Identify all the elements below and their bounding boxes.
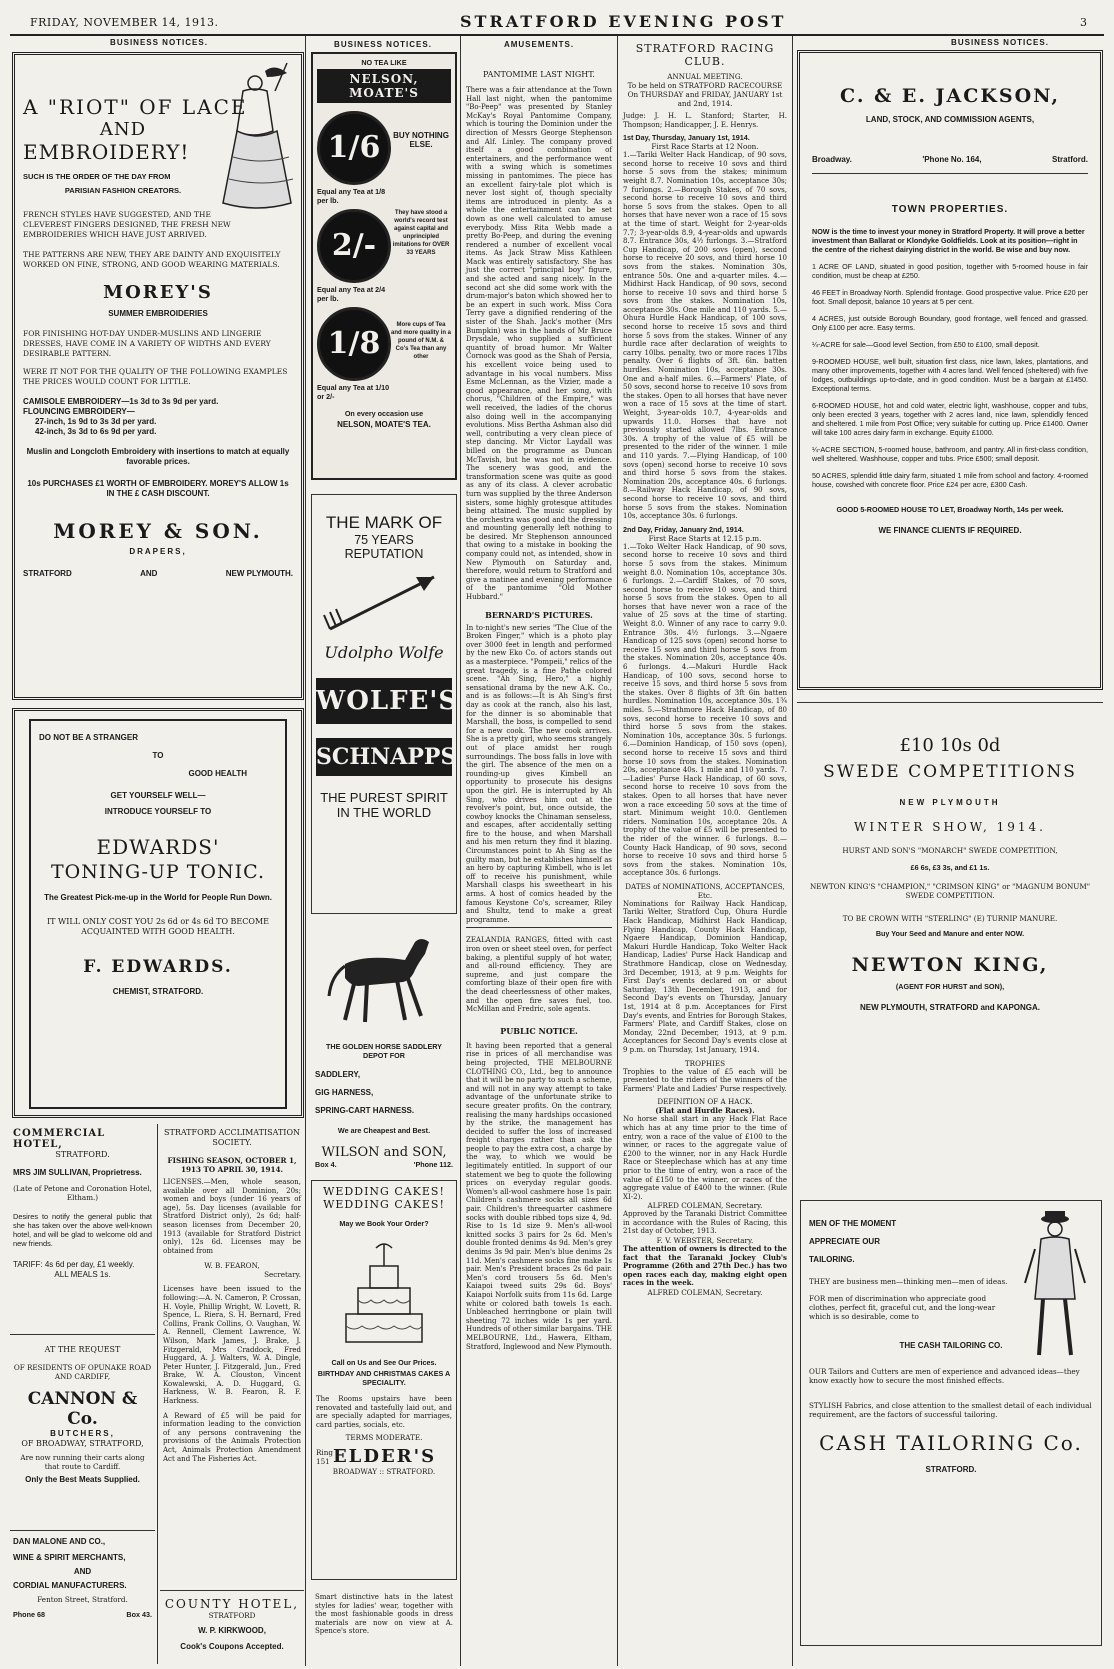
section-header: AMUSEMENTS. <box>503 40 575 49</box>
page-number: 3 <box>1080 16 1087 29</box>
edwards-product: TONING-UP TONIC. <box>50 861 266 883</box>
racing-held: To be held on STRATFORD RACECOURSE On THURSDAY and FRIDAY, JANUARY 1st and 2nd, 1914. <box>627 81 783 108</box>
tea-price-3: 1/8 <box>317 307 391 381</box>
hotel-tariff: TARIFF: 4s 6d per day, £1 weekly. <box>13 1260 135 1269</box>
morey-loc1: STRATFORD <box>23 569 72 578</box>
column-rule <box>157 1124 158 1664</box>
jackson-firm: C. & E. JACKSON, <box>840 85 1060 107</box>
hotel-ad <box>10 1126 155 1326</box>
edwards-l4: GET YOURSELF WELL— <box>110 791 206 800</box>
tailor-p2: FOR men of discrimination who appreciate good clothes, perfect fit, graceful cut, and the long-wear which is so desirable, come to <box>809 1294 996 1321</box>
wolfe-tag1: THE PUREST SPIRIT <box>320 790 448 805</box>
pictures-title: BERNARD'S PICTURES. <box>485 609 593 620</box>
saddlery-item2: GIG HARNESS, <box>315 1088 374 1097</box>
malone-and: AND <box>73 1567 92 1576</box>
cakes-body: The Rooms upstairs have been renovated and tastefully laid out, and are specially adapted for marriages, card parties, socials, etc. <box>316 1395 452 1429</box>
column-rule <box>460 36 461 1666</box>
hotel-town: STRATFORD. <box>55 1150 110 1159</box>
racing-day1: 1st Day, Thursday, January 1st, 1914. <box>623 133 750 143</box>
racing-body3: Nominations for Railway Hack Handicap, Tariki Welter, Stratford Cup, Ohura Hurdle Hack Handicap, Midhirst Hack Handicap, Flying Handicap, County Hack Handicap, Ngaere Handicap, Dominion Handicap, Makuri Hurdle Handicap, Toko Welter Hack Handicap, Ladies' Purse Hack Handicap and Strathmore Handicap, close on Wednesday, 3rd December, 1913, at 9 p.m. Weights for First Day's events declared on or about Saturday, 13th December, 1913, and for Second Day's events on Thursday, January 1st, 1914 at 8 p.m. Acceptances for First Day's events, and Entries for Borough Stakes, Farmers' Plate, and Cardiff Stakes, close on Monday, 22nd December, 1913, at 9 p.m. Acceptances for Second Day's events close at 9 p.m. on Thursday, 1st January, 1914. <box>623 899 787 1054</box>
wolfe-name: WOLFE'S <box>316 678 452 724</box>
edwards-cost: IT WILL ONLY COST YOU 2s 6d or 4s 6d TO BECOME ACQUAINTED WITH GOOD HEALTH. <box>47 917 269 936</box>
jackson-town: Stratford. <box>1052 155 1088 164</box>
saddlery-box: Box 4. <box>315 1160 337 1169</box>
accl-season: FISHING SEASON, OCTOBER 1, 1913 TO APRIL 30, 1914. <box>167 1156 297 1174</box>
cakes-firm: ELDER'S <box>332 1446 437 1468</box>
saddlery-ad <box>311 920 457 1175</box>
tea-side-3: More cups of Tea and more quality in a pound of N.M. & Co's Tea than any other <box>391 322 452 360</box>
wolfe-schnapps-ad <box>311 494 457 914</box>
lady-figure-illustration <box>215 61 295 211</box>
wolfe-tag2: IN THE WORLD <box>336 805 432 820</box>
property-listing: 4 ACRES, just outside Borough Boundary, good frontage, well fenced and grassed. Only £100 per acre. Easy terms. <box>812 314 1088 332</box>
morey-p1: FRENCH STYLES HAVE SUGGESTED, AND THE CLEVEREST FINGERS DESIGNED, THE FRESH NEW EMBROIDERIES WHICH HAVE JUST ARRIVED. <box>23 210 231 239</box>
edwards-l2: TO <box>152 751 164 760</box>
swede-show: WINTER SHOW, 1914. <box>854 820 1046 834</box>
morey-p2: THE PATTERNS ARE NEW, THEY ARE DAINTY AND EXQUISITELY WORKED ON FINE, STRONG, AND GOOD WEARING MATERIALS. <box>23 250 281 269</box>
swede-comp2: NEWTON KING'S "CHAMPION," "CRIMSON KING" or "MAGNUM BONUM" SWEDE COMPETITION. <box>809 882 1091 900</box>
tea-row-2 <box>317 209 451 283</box>
morey-headline-and: AND <box>99 119 147 140</box>
morey-p4: WERE IT NOT FOR THE QUALITY OF THE FOLLOWING EXAMPLES THE PRICES WOULD COUNT FOR LITTLE. <box>23 367 288 386</box>
racing-def: DEFINITION OF A HACK. <box>657 1097 753 1107</box>
masthead-title: STRATFORD EVENING POST <box>460 12 787 31</box>
horse-illustration <box>315 924 451 1034</box>
cannon-body: Are now running their carts along that route to Cardiff. <box>20 1453 145 1471</box>
jackson-good: GOOD 5-ROOMED HOUSE TO LET, Broadway North, 14s per week. <box>836 505 1064 514</box>
property-listing: 50 ACRES, splendid little dairy farm, situated 1 mile from school and factory. 4-roomed house, cowshed with concrete floor. Price £24 per acre, £300 Cash. <box>812 471 1088 489</box>
tailor-p4: STYLISH Fabrics, and close attention to the smallest detail of each individual requirement, are the factors of successful tailoring. <box>809 1401 1092 1419</box>
saddlery-firm: WILSON and SON, <box>321 1145 447 1160</box>
tea-price-2: 2/- <box>317 209 391 283</box>
tailor-p1: THEY are business men—thinking men—men of ideas. <box>809 1277 1008 1286</box>
swede-prize: £10 10s 0d <box>899 735 1001 756</box>
hotel-prop: MRS JIM SULLIVAN, Proprietress. <box>13 1168 142 1177</box>
racing-title: STRATFORD RACING CLUB. <box>635 42 775 68</box>
morey-brand: MOREY'S <box>103 282 213 303</box>
jackson-finance: WE FINANCE CLIENTS IF REQUIRED. <box>878 526 1022 535</box>
wolfe-product: SCHNAPPS <box>316 738 452 776</box>
county-title: COUNTY HOTEL, <box>164 1597 300 1611</box>
swede-title: SWEDE COMPETITIONS <box>823 762 1077 782</box>
county-tag: Cook's Coupons Accepted. <box>180 1642 284 1651</box>
saddlery-title: THE GOLDEN HORSE SADDLERY DEPOT FOR <box>326 1042 442 1060</box>
racing-sec1: ALFRED COLEMAN, Secretary. <box>647 1201 763 1211</box>
racing-day2-start: First Race Starts at 12.15 p.m. <box>648 533 762 543</box>
tea-occasion: On every occasion use <box>344 409 424 418</box>
nelson-moate-tea-ad <box>311 52 457 480</box>
cakes-ask: May we Book Your Order? <box>339 1219 429 1228</box>
wolfe-signature: Udolpho Wolfe <box>324 643 444 662</box>
saddlery-contacts <box>315 1160 453 1169</box>
morey-brand-sub: SUMMER EMBROIDERIES <box>108 309 208 318</box>
morey-locations <box>23 569 293 579</box>
morey-p3: FOR FINISHING HOT-DAY UNDER-MUSLINS AND LINGERIE DRESSES, HAVE COME IN A VARIETY OF WIDTHS AND EVERY DESIRABLE PATTERN. <box>23 329 271 358</box>
swede-locs: NEW PLYMOUTH, STRATFORD and KAPONGA. <box>860 1003 1040 1012</box>
morey-firm: MOREY & SON. <box>53 519 263 543</box>
tea-no: NO TEA LIKE <box>361 58 407 67</box>
property-listing: 6-ROOMED HOUSE, hot and cold water, electric light, washhouse, copper and tubs, only been erected 3 years, together with 2 acres land, nice lawn, splendidly fenced and sheltered. 1 mile from Post Office; very suitable for cutting up. Price £1400. Owner will take 100 acres dairy farm in exchange. Equity £1000. <box>812 401 1088 437</box>
morey-loc2: NEW PLYMOUTH. <box>225 569 293 578</box>
morey-p5: Muslin and Longcloth Embroidery with insertions to match at equally favorable prices. <box>26 447 290 466</box>
zealandia-notice: ZEALANDIA RANGES, fitted with cast iron oven or sheet steel oven, for perfect baking, a plentiful supply of hot water, and all-round efficiency. They are supreme, and just compare the comforting blaze of their open fire with the dead cheerlessness of other makes, and the open fire saves fuel, too. McMillan and Fredric, sole agents. <box>466 936 612 1014</box>
property-listing: ¼-ACRE for sale—Good level Section, from £50 to £100, small deposit. <box>812 340 1040 349</box>
morey-sub2: PARISIAN FASHION CREATORS. <box>64 186 182 195</box>
hotel-body: Desires to notify the general public that she has taken over the above well-known hotel, and will be glad to welcome old and new friends. <box>13 1212 152 1248</box>
edwards-firm: F. EDWARDS. <box>83 957 233 977</box>
saddlery-tag: We are Cheapest and Best. <box>337 1126 431 1135</box>
racing-day1-start: First Race Starts at 12 Noon. <box>651 142 759 152</box>
swede-buy: Buy Your Seed and Manure and enter NOW. <box>875 929 1025 938</box>
spence-hats-notice: Smart distinctive hats in the latest styles for ladies' wear, together with the most fashionable goods in dress materials are now on view at A. Spence's store. <box>315 1593 453 1636</box>
amusements-column <box>462 54 616 1666</box>
tailor-firm-small: THE CASH TAILORING CO. <box>899 1341 1003 1350</box>
tailor-l3: TAILORING. <box>809 1255 855 1264</box>
tailor-p3: OUR Tailors and Cutters are men of experience and advanced ideas—they know exactly how to secure the most finished effects. <box>809 1367 1080 1385</box>
divider <box>812 173 1088 174</box>
county-prop: W. P. KIRKWOOD, <box>198 1626 266 1635</box>
swede-comp: HURST AND SON'S "MONARCH" SWEDE COMPETITION, <box>842 846 1058 855</box>
swede-ad <box>797 702 1103 1102</box>
swede-firm: NEWTON KING, <box>851 954 1049 976</box>
racing-dates: DATES of NOMINATIONS, ACCEPTANCES, Etc. <box>625 881 785 900</box>
morey-loc-and: AND <box>140 569 158 578</box>
accl-sec-title: Secretary. <box>264 1270 301 1280</box>
cannon-tag: Only the Best Meats Supplied. <box>25 1475 140 1484</box>
morey-sub: SUCH IS THE ORDER OF THE DAY FROM <box>23 172 171 181</box>
cannon-ad <box>10 1334 155 1484</box>
cakes-terms: TERMS MODERATE. <box>345 1433 423 1443</box>
property-listing: 9-ROOMED HOUSE, well built, situation first class, nice lawn, lakes, plantations, and many other improvements, together with 4 acres land. Well fenced (sheltered) with five lodges, outbuildings up-to-date, and in good condition. Must be a bargain at £1450. Exceptional terms. <box>812 357 1088 393</box>
panto-title: PANTOMIME LAST NIGHT. <box>483 70 595 79</box>
racing-day2: 2nd Day, Friday, January 2nd, 1914. <box>623 524 744 534</box>
acclimatisation-notice <box>160 1126 304 1526</box>
racing-def-sub: (Flat and Hurdle Races). <box>655 1106 755 1116</box>
masthead-rule <box>10 34 1104 36</box>
tailor-firm: CASH TAILORING Co. <box>819 1431 1083 1455</box>
racing-sec2: F. V. WEBSTER, Secretary. <box>656 1236 754 1246</box>
tailor-l1: MEN OF THE MOMENT <box>809 1219 897 1228</box>
morey-price2: FLOUNCING EMBROIDERY— <box>23 407 135 416</box>
section-header: BUSINESS NOTICES. <box>110 38 208 47</box>
morey-p6: 10s PURCHASES £1 WORTH OF EMBROIDERY. MOREY'S ALLOW 1s IN THE £ CASH DISCOUNT. <box>27 479 289 498</box>
malone-trade: WINE & SPIRIT MERCHANTS, <box>13 1553 126 1562</box>
wolfe-mark1: THE MARK OF <box>325 513 443 532</box>
edwards-ad <box>12 708 304 1118</box>
county-hotel-ad <box>160 1590 304 1666</box>
racing-body7: The attention of owners is directed to the fact that the Taranaki Jockey Club's Programme (26th and 27th Dec.) has two open races each day, making eight open races in the week. <box>623 1244 787 1288</box>
cakes-title: WEDDING CAKES! WEDDING CAKES! <box>323 1185 445 1211</box>
divider <box>466 927 612 928</box>
hotel-meals: ALL MEALS 1s. <box>54 1270 111 1279</box>
cakes-addr: BROADWAY :: STRATFORD. <box>332 1467 436 1477</box>
wedding-cake-illustration <box>316 1234 452 1354</box>
tea-brand: NELSON, MOATE'S <box>317 69 451 103</box>
cakes-ring: Ring 151 <box>316 1447 333 1466</box>
accl-reward: A Reward of £5 will be paid for information leading to the conviction of any persons contravening the provisions of the Animals Protection Act, Animals Protection Amendment Act and The Fisheries Act. <box>163 1411 301 1463</box>
racing-column <box>619 40 791 1666</box>
morey-price4: 42-inch, 3s 3d to 6s 9d per yard. <box>35 427 157 436</box>
cannon-l1: AT THE REQUEST <box>44 1345 121 1354</box>
morey-price3: 27-inch, 1s 9d to 3s 3d per yard. <box>35 417 157 426</box>
jackson-ad <box>797 50 1103 690</box>
accl-body2: Licenses have been issued to the following:—A. N. Cameron, P. Crossan, H. Voyle, Phillip Wright, W. Lovett, R. Spence, L. Riera, S. H. Bernard, Fred Collins, Frank Collins, O. Vaughan, W. A. Rennell, Clement Lawrence, W. Wilson, Mark James, J. Brake, J. Fitzgerald, Mrs Craddock, Fred Huggard, A. J. Walters, W. A. Dingle, Peter Hunter, J. Fitzgerald, Jun., Fred Brake, W. A. Clouston, Vincent Kowalewski, A. D. Huggard, G. Harkness, W. B. Fearon, R. F. Harkness. <box>163 1285 301 1406</box>
malone-trade2: CORDIAL MANUFACTURERS. <box>13 1581 127 1590</box>
arrow-icon <box>316 567 452 637</box>
tailor-town: STRATFORD. <box>925 1465 977 1474</box>
morey-trade: DRAPERS, <box>129 547 187 556</box>
malone-contacts <box>13 1610 152 1619</box>
jackson-intro: NOW is the time to invest your money in Stratford Property. It will prove a better investment than Ballarat or Klondyke Goldfields. Look at its position—right in the centre of the richest dairying district in the world. Be wise and buy now. <box>812 227 1085 254</box>
hotel-title: COMMERCIAL HOTEL, <box>13 1128 106 1150</box>
tea-eq-1: Equal any Tea at 1/8 per lb. <box>317 187 386 205</box>
edwards-name: EDWARDS' <box>96 835 220 859</box>
tea-row-1 <box>317 111 451 185</box>
tea-side-2: They have stood a world's record test against capital and unprincipled imitations for OVER 33 YEARS <box>392 210 450 256</box>
edwards-l5: INTRODUCE YOURSELF TO <box>104 807 212 816</box>
swede-crown: TO BE CROWN WITH "STERLING" (E) TURNIP MANURE. <box>842 914 1058 923</box>
tailoring-ad <box>800 1200 1102 1646</box>
column-rule <box>792 36 793 1666</box>
jackson-contact-row <box>812 155 1088 165</box>
hotel-late: (Late of Petone and Coronation Hotel, Eltham.) <box>13 1184 152 1202</box>
saddlery-phone: 'Phone 112. <box>413 1160 453 1169</box>
masthead-date: FRIDAY, NOVEMBER 14, 1913. <box>30 16 219 29</box>
section-header: BUSINESS NOTICES. <box>334 40 432 49</box>
jackson-phone: 'Phone No. 164, <box>922 155 982 164</box>
edwards-l3: GOOD HEALTH <box>188 769 247 778</box>
racing-trophies: TROPHIES <box>684 1058 726 1068</box>
morey-headline: A "RIOT" OF LACE <box>23 95 248 119</box>
cannon-trade: BUTCHERS, <box>50 1429 115 1438</box>
jackson-section: TOWN PROPERTIES. <box>891 204 1009 215</box>
public-title: PUBLIC NOTICE. <box>500 1025 578 1036</box>
saddlery-item1: SADDLERY, <box>315 1070 361 1079</box>
tea-side-1: BUY NOTHING ELSE. <box>393 131 449 149</box>
edwards-inner <box>29 719 287 1109</box>
jackson-listings <box>812 262 1088 489</box>
racing-body6: Approved by the Taranaki District Committee in accordance with the Rules of Racing, this 21st day of October, 1913. <box>623 1210 787 1236</box>
malone-firm: DAN MALONE AND CO., <box>13 1537 106 1546</box>
jackson-trade: LAND, STOCK, AND COMMISSION AGENTS, <box>865 115 1035 124</box>
malone-ad <box>10 1530 155 1665</box>
tea-eq-3: Equal any Tea at 1/10 or 2/- <box>317 383 390 401</box>
tailor-l2: APPRECIATE OUR <box>809 1237 880 1246</box>
cannon-addr: OF BROADWAY, STRATFORD, <box>21 1439 144 1448</box>
racing-body2: 1.—Toko Welter Hack Handicap, of 90 sovs, second horse to receive 10 sovs and third horse 5 sovs from the stakes. Minimum weight 8.0. Nomination 10s, acceptance 30s. 6 furlongs. 2.—Cardiff Stakes, of 70 sovs, second horse to receive 10 sovs, and third horse 5 sovs from the stakes. Open to all horses that have never won a race of the value of 25 sovs at the time of starting. Weight 8.0. Winner of any race to carry 9.0. Entrance 30s. 4½ furlongs. 3.—Ngaere Handicap of 125 sovs (open) second horse to receive 15 sovs and third horse 5 sovs from the stakes. Nomination 20s, acceptance 40s. 6 furlongs. 4.—Makuri Hurdle Hack Handicap, of 100 sovs, second horse to receive 15 sovs, and third horse 5 sovs from the stakes. Over 8 flights of 3ft 6in batten hurdles. Nomination 10s, acceptance 30s. 1¾ miles. 5.—Strathmore Hack Handicap, of 80 sovs, second horse to receive 10 sovs and third horse 5 sovs from the stakes. Nomination 10s, acceptance 30s. 5 furlongs. 6.—Dominion Handicap, of 150 sovs (open), second horse to receive 15 sovs and third horse 10 sovs from the stakes. Nomination 20s, acceptance 40s. 1 mile and 110 yards. 7.—Ladies' Purse Hack Handicap, of 60 sovs, second horse to receive 10 sovs from the stakes. Open to all horses that have never won a race exceeding 50 sovs at the time of start. Minimum weight 10.0. Gentlemen riders. Nomination 10s, acceptance 20s. A trophy of the value of £5 will be presented to the rider of the winner. 6 furlongs. 8.—County Hack Handicap, of 90 sovs, second horse to receive 10 sovs and third horse 5 sovs from the stakes. Nomination 10s, acceptance 30s. 6 furlongs. <box>623 542 787 878</box>
racing-sec3: ALFRED COLEMAN, Secretary. <box>647 1288 763 1298</box>
saddlery-item3: SPRING-CART HARNESS. <box>315 1106 415 1115</box>
column-rule <box>305 36 306 1666</box>
property-listing: 1 ACRE OF LAND, situated in good position, together with 5-roomed house in fair condition, must be cheap at £250. <box>812 262 1088 280</box>
cakes-footer <box>316 1446 452 1467</box>
county-town: STRATFORD <box>208 1611 256 1620</box>
man-figure-illustration <box>1005 1209 1095 1359</box>
racing-judge: Judge: J. H. L. Stanford; Starter, H. Thompson; Handicapper, J. E. Henrys. <box>623 112 787 129</box>
malone-phone: Phone 68 <box>13 1610 45 1619</box>
swede-prizes: £6 6s, £3 3s, and £1 1s. <box>910 863 990 872</box>
cakes-call: Call on Us and See Our Prices. <box>331 1358 437 1367</box>
accl-body: LICENSES.—Men, whole season, available over all Dominion, 20s; women and boys (under 16 years of age), 5s. Day licenses (available for Stratford District only), 2s 6d; half-season licenses from December 20, 1913 (available for Stratford District only), 12s 6d. Licenses may be obtained from <box>163 1178 301 1255</box>
racing-body1: 1.—Tariki Welter Hack Handicap, of 90 sovs, second horse to receive 10 sovs and third horse 5 sovs from the stakes; minimum weight 8.7. Nomination 10s, acceptance 30s; 7 furlongs. 2.—Borough Stakes, of 70 sovs, second horse to receive 10 sovs and third horse 5 sovs from the stakes. Open to all horses that have never won a race of 15 sovs at the time of start. Weight for 2-year-olds 7.7; 3-year-olds 8.9, 4-year-olds and upwards 8.7. Entrance 30s, 4½ furlongs. 3.—Stratford Cup Handicap, of 200 sovs (open), second horse to receive 20 sovs, and third horse 10 sovs from the stakes. Nomination 30s, entrance 50s. One and a-quarter miles. 4.—Midhirst Hack Handicap, of 90 sovs, second horse to receive 10 sovs and third horse 5 sovs from the stakes. Nomination 10s, acceptance 30s. One mile and 110 yards. 5.—Ohura Hurdle Hack Handicap, of 100 sovs, second horse to receive 15 sovs and third horse 5 sovs from the stakes. Winner of any hurdle race after declaration of weights to carry 10lbs. penalty, two or more races 17lbs penalty. Over 6 flights of 3ft. 6in. batten hurdles. Nomination 10s, acceptance 30s. One and a-half miles. 6.—Farmers' Plate, of 50 sovs, second horse to receive 10 sovs from the stakes. Open to all horses that have never won a race of 15 sovs at the time of start. Weight, 3-year-olds 10.7, 4-year-olds and upwards 11.0. Horses that have not previously started allowed 7lbs. Entrance 30s. A trophy of the value of £5 will be presented to the rider of the winner. 1 mile and 110 yards. 7.—Flying Handicap, of 100 sovs (open) second horse to receive 10 sovs and third horse 5 sovs from the stakes. Nomination 20s, acceptance 40s. 6 furlongs. 8.—Railway Hack Handicap, of 90 sovs, second horse to receive 10 sovs, and third horse 5 sovs from the stakes. Nomination 10s, acceptance 30s. 6 furlongs. <box>623 151 787 521</box>
public-body: It having been reported that a general rise in prices of all merchandise was being projected, THE MELBOURNE CLOTHING CO., Ltd., beg to announce that it will be no party to such a scheme, and will not in any way attempt to take advantage of the unfortunate strike to secure greater profits. On the contrary, realising the many hardships occasioned by the strike, the management has decided to suffer the loss of increased freight charges rather than ask the people to pay the extra cost, a charge by the way, to which we would be legitimately entitled. In support of our statement we beg to quote the following prices on everyday regular goods. Women's all-wool cashmere hose 1s pair. Children's cashmere socks all sizes 6d pair. Children's threequarter cashmere socks with double ribbed tops size 4, 9d. Rise to 1s 1d size 9. Men's all-wool knitted socks 3 pairs for 2s 6d. Men's double fronted denims 4s 9d. Men's grey denims 3s 9d pair. Men's blue denims 2s 11d. Men's cashmere socks fine make 1s pair. Men's President braces 2s 6d pair. Men's cord trousers 5s 6d. Men's Kaiapoi tweed suits 29s 6d. Boys' Kaiapoi Norfolk suits from 11s 6d. Large white or colored bath towels 1s each. Unbleached herringbone or plain twill sheeting 72 inches wide 1s per yard. Hundreds of other similar bargains. THE MELBOURNE, Ltd., Hawera, Eltham, Stratford, Inglewood and New Plymouth. <box>466 1041 612 1351</box>
racing-meeting: ANNUAL MEETING. <box>667 72 743 81</box>
accl-sec: W. B. FEARON, <box>204 1261 260 1271</box>
cannon-l2: OF RESIDENTS OF OPUNAKE ROAD AND CARDIFF, <box>13 1363 152 1381</box>
edwards-l1: DO NOT BE A STRANGER <box>39 733 138 742</box>
morey-price1: CAMISOLE EMBROIDERY—1s 3d to 3s 9d per yard. <box>23 397 219 406</box>
racing-body4: Trophies to the value of £5 each will be presented to the riders of the winners of the Farmers' Plate and Ladies' Purse respectively. <box>623 1067 787 1093</box>
tea-foot: NELSON, MOATE'S TEA. <box>337 420 431 429</box>
tea-row-3 <box>317 307 451 381</box>
cannon-firm: CANNON & Co. <box>27 1389 138 1429</box>
morey-ad <box>12 52 304 700</box>
accl-title: STRATFORD ACCLIMATISATION SOCIETY. <box>164 1128 300 1147</box>
morey-headline-embroidery: EMBROIDERY! <box>23 140 190 164</box>
racing-body5: No horse shall start in any Hack Flat Race which has at any time prior to the time of entry, won a race of the value of £100 to the winner, or races to the aggregate value of £200 to the winner, nor in any Hack Hurdle Race or Steeplechase which has at any time prior to the time of entry, won a race of the value of £150 to the winner, or races of the aggregate value of £400 to the winner. (Rule XI-2). <box>623 1115 787 1201</box>
property-listing: ¼-ACRE SECTION, 5-roomed house, bathroom, and pantry. All in first-class condition, well sheltered. Washhouse, copper and tubs. Price £500; small deposit. <box>812 445 1088 463</box>
malone-box: Box 43. <box>126 1610 152 1619</box>
pictures-body: In to-night's new series "The Clue of the Broken Finger," which is a photo play over 3000 feet in length and performed by the new Eko Co. of actors stands out as a masterpiece. "Pompeii," relics of the great tragedy, is a fine Pathe colored scene. "Ah Sing, Hero," a highly sensational drama by the new A.K. Co., and is as follows:—It is Ah Sing's first day as cook at the ranch, also his last, for the dinner is so abominable that Marshall, the boss, is compelled to send for a new cook. The new cook arrives. She is a pretty girl, who seems strangely out of place amidst her rough surroundings. The boss falls in love with the girl. The absence of the men on a rounding-up gives Kimbell an opportunity to prosecute his designs upon the girl. He is interrupted by Ah Sing, who drives him out at the revolver's point, but, once outside, the cowboy knocks the Chinaman senseless, and escapes, after accidentally setting fire to the house, and when Marshall and his men return they find it blazing. Circumstances point to Ah Sing as the guilty man, but he establishes himself as an hero by capturing Kimbell, who is let off to receive his punishment, while Marshall clasps his sweetheart in his arms. A host of comics headed by the famous Keystone Co's, screamer, Riley and Shultz, tend to make a great programme. <box>466 623 612 924</box>
tea-price-1: 1/6 <box>317 111 391 185</box>
jackson-addr: Broadway. <box>812 155 852 164</box>
edwards-tag: The Greatest Pick-me-up in the World for People Run Down. <box>44 893 272 902</box>
malone-addr: Fenton Street, Stratford. <box>37 1595 128 1604</box>
wolfe-mark2: 75 YEARS REPUTATION <box>344 533 424 561</box>
cakes-spec: BIRTHDAY AND CHRISTMAS CAKES A SPECIALITY. <box>317 1369 451 1387</box>
column-rule <box>617 36 618 1666</box>
swede-agent: (AGENT FOR HURST and SON), <box>895 982 1005 991</box>
swede-place: NEW PLYMOUTH <box>899 798 1001 807</box>
panto-body: There was a fair attendance at the Town Hall last night, when the pantomime "Bo-Peep" was presented by Stanley McKay's Royal Pantomime Company, which is touring the Dominion under the direction of Messrs George Stephenson and Alf. Linley. The company proved itself a good combination of entertainers, and the performance went with a swing which is sometimes missing in pantomimes. The piece has an excellent fairy-tale plot which is never lost sight of, though specialty items are introduced in plenty. As a whole the entertainment can be set down as one well calculated to amuse everybody. Miss Rita Webb made a pretty Bo-Peep, and during the evening rendered a number of excellent vocal items. As Jack Straw Miss Kathleen Mack was entirely satisfactory. She has just the correct "principal boy" figure, and she acted and sang nicely. In the second act she did some work with the drum-major's baton which showed her to be an expert in such work. Miss Cora Terry gave a dignified rendering of the sister of the Shah. Jack's mother (Mrs Bumpkin) was in the hands of Mr Bruce Drysdale, who supplied a sufficient quantity of broad humor. Mr Walter Cornock was good as the Shah of Persia, his excellent voice being used to advantage in his vocal numbers. Miss Esme McLennan, as the Vizier, made a good appearance, and her song, with chorus, "Children of the Empire," was well received, the ladies of the chorus also doing well in the accompanying evolutions. Miss Bertha Ashman also did well, contributing a very clean piece of step dancing. Mr Victor Laydall was billed on the programme as Duncan McTavish, but he was not in evidence. The scenery was good, and the transformation scene was quite as good as any of its class. A clever acrobatic turn was supplied by the three Anderson sisters, some highly grotesque attitudes being attained. The music supplied by the orchestra was good and the dressing and mounting generally left nothing to be desired. Mr Stephenson announced that owing to a mistake in booking the company could not, as intended, show in New Plymouth on Saturday and, therefore, would return to Stratford and give a matinee and evening performance of the pantomime "Old Mother Hubbard." <box>466 86 612 602</box>
edwards-trade: CHEMIST, STRATFORD. <box>112 987 204 996</box>
tea-eq-2: Equal any Tea at 2/4 per lb. <box>317 285 386 303</box>
property-listing: 46 FEET in Broadway North. Splendid frontage. Good prospective value. Price £20 per foot. Small deposit, balance 10 years at 5 per cent. <box>812 288 1088 306</box>
elder-cakes-ad <box>311 1180 457 1580</box>
section-header: BUSINESS NOTICES. <box>951 38 1049 47</box>
